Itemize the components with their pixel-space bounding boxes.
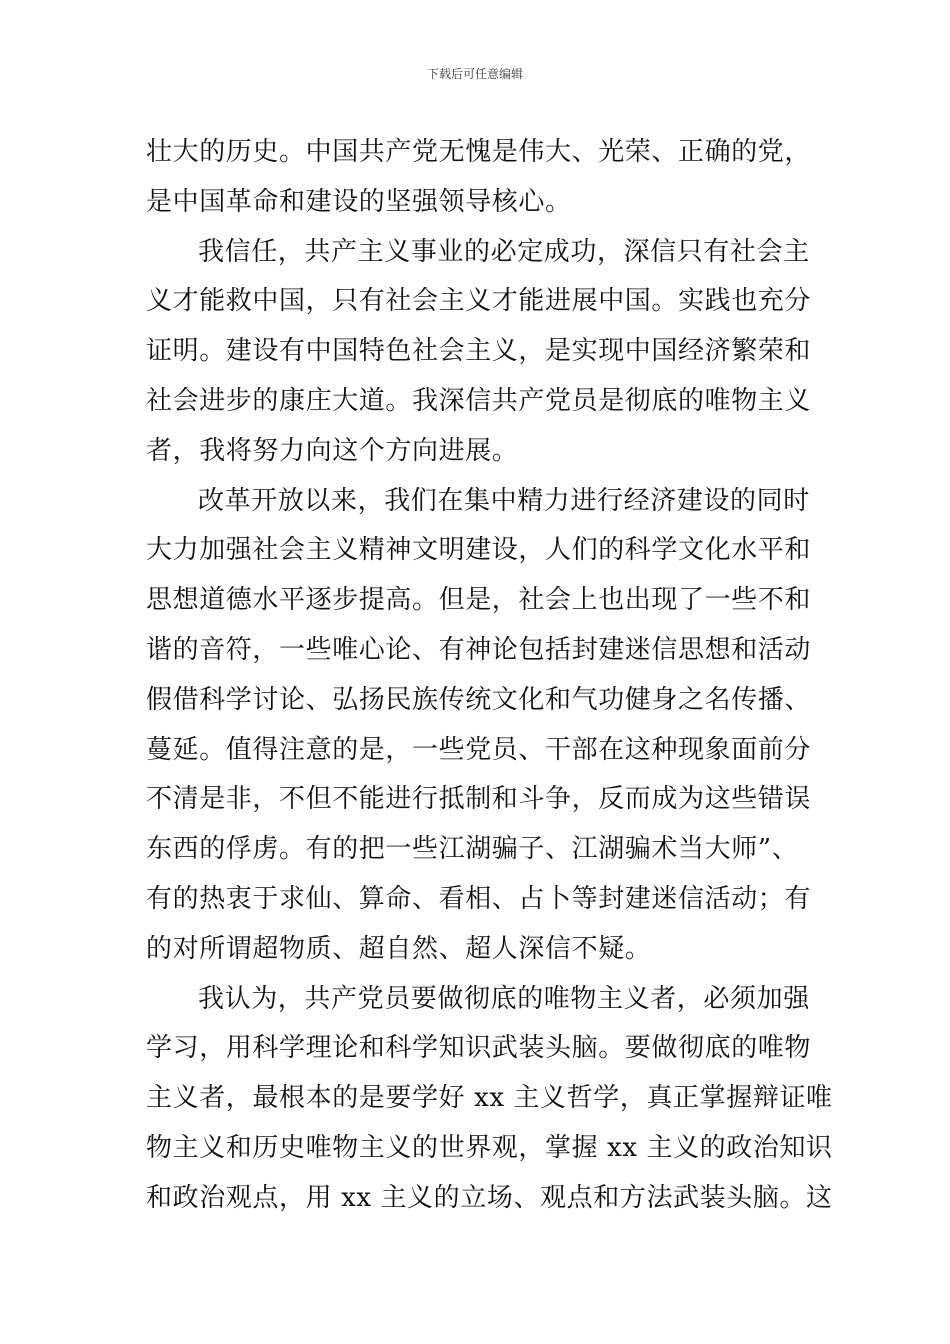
text-line: 大力加强社会主义精神文明建设，人们的科学文化水平和 — [146, 535, 812, 566]
text-line: 者，我将努力向这个方向进展。 — [146, 435, 519, 466]
text-line: 壮大的历史。中国共产党无愧是伟大、光荣、正确的党， — [146, 137, 812, 167]
text-line: 物主义和历史唯物主义的世界观，掌握 xx 主义的政治知识 — [146, 1132, 833, 1163]
text-line: 学习，用科学理论和科学知识武装头脑。要做彻底的唯物 — [146, 1033, 812, 1064]
text-line: 东西的俘虏。有的把一些江湖骗子、江湖骗术当大师”、 — [146, 834, 799, 865]
text-line: 有的热衷于求仙、算命、看相、占卜等封建迷信活动；有 — [146, 883, 812, 914]
document-body — [146, 128, 833, 1224]
text-line: 是中国革命和建设的坚强领导核心。 — [146, 186, 572, 217]
text-line: 不清是非，不但不能进行抵制和斗争，反而成为这些错误 — [146, 784, 812, 815]
text-line: 义才能救中国，只有社会主义才能进展中国。实践也充分 — [146, 286, 812, 317]
text-line: 的对所谓超物质、超自然、超人深信不疑。 — [146, 933, 652, 964]
text-line: 改革开放以来，我们在集中精力进行经济建设的同时 — [198, 485, 810, 516]
text-line: 证明。建设有中国特色社会主义，是实现中国经济繁荣和 — [146, 336, 812, 367]
page-header-note: 下载后可任意编辑 — [426, 67, 523, 81]
text-line: 思想道德水平逐步提高。但是，社会上也出现了一些不和 — [146, 585, 812, 616]
text-line: 和政治观点，用 xx 主义的立场、观点和方法武装头脑。这 — [146, 1182, 833, 1213]
text-line: 我认为，共产党员要做彻底的唯物主义者，必须加强 — [198, 983, 810, 1014]
text-line: 社会进步的康庄大道。我深信共产党员是彻底的唯物主义 — [146, 385, 812, 416]
text-line: 蔓延。值得注意的是，一些党员、干部在这种现象面前分 — [146, 734, 812, 765]
text-line: 主义者，最根本的是要学好 xx 主义哲学，真正掌握辩证唯 — [146, 1083, 833, 1114]
text-line: 我信任，共产主义事业的必定成功，深信只有社会主 — [198, 236, 810, 267]
text-line: 谐的音符，一些唯心论、有神论包括封建迷信思想和活动 — [146, 634, 812, 665]
text-line: 假借科学讨论、弘扬民族传统文化和气功健身之名传播、 — [146, 684, 812, 715]
